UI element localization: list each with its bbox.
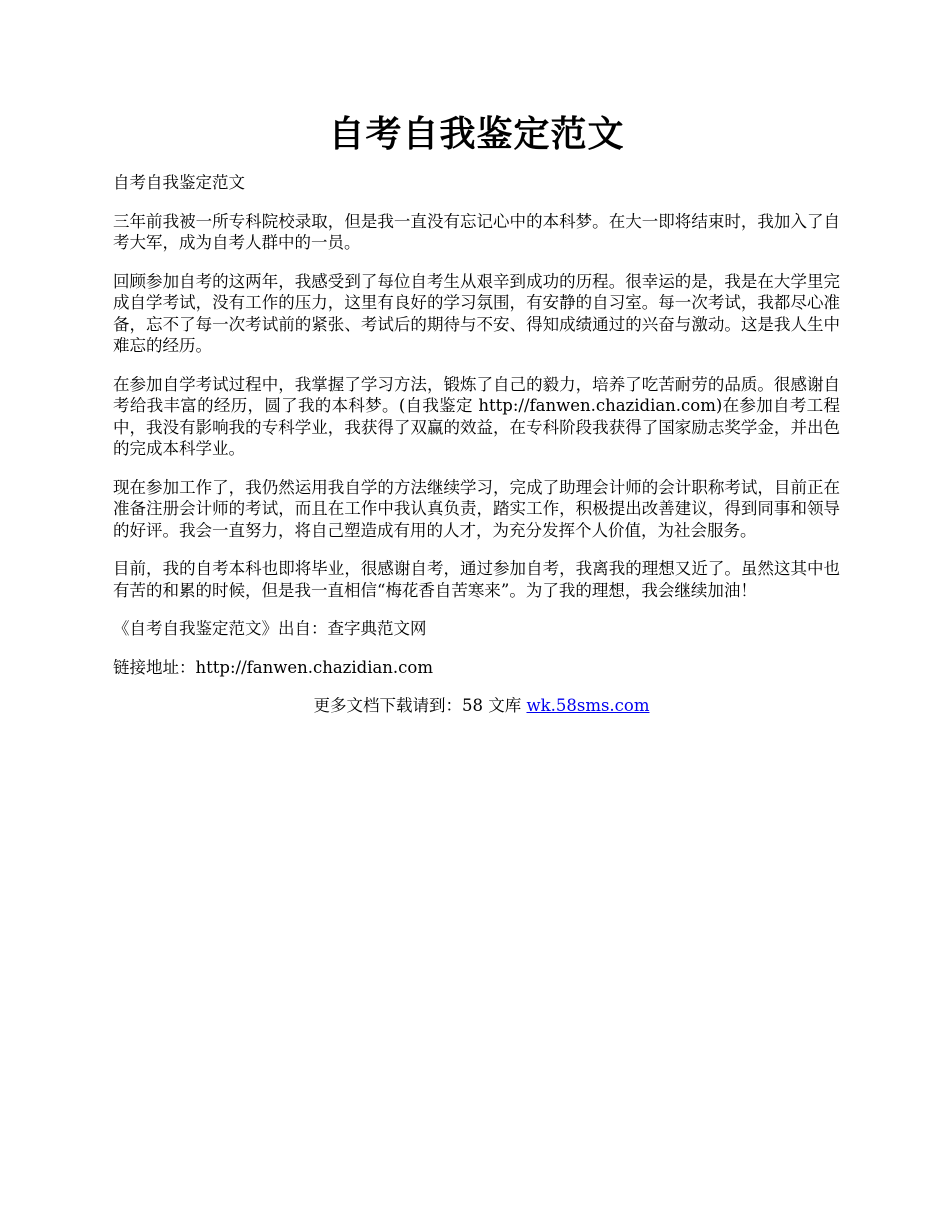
document-subtitle: 自考自我鉴定范文 xyxy=(113,173,245,192)
document-title: 自考自我鉴定范文 xyxy=(328,113,625,155)
link-line: 链接地址：http://fanwen.chazidian.com xyxy=(113,657,434,677)
paragraph-5: 目前，我的自考本科也即将毕业，很感谢自考，通过参加自考，我离我的理想又近了。虽然这其中也有苦的和累的时候，但是我一直相信“梅花香自苦寒来”。为了我的理想，我会继续加油！ xyxy=(113,559,840,600)
footer-prefix: 更多文档下载请到：58 文库 xyxy=(313,696,527,715)
source-line: 《自考自我鉴定范文》出自：查字典范文网 xyxy=(113,619,427,638)
paragraph-2: 回顾参加自考的这两年，我感受到了每位自考生从艰辛到成功的历程。很幸运的是，我是在大学里完成自学考试，没有工作的压力，这里有良好的学习氛围，有安静的自习室。每一次考试，我都尽心准备，忘不了每一次考试前的紧张、考试后的期待与不安、得知成绩通过的兴奋与激动。这是我人生中难忘的经历。 xyxy=(113,271,840,355)
paragraph-1: 三年前我被一所专科院校录取，但是我一直没有忘记心中的本科梦。在大一即将结束时，我加入了自考大军，成为自考人群中的一员。 xyxy=(113,211,840,252)
download-footer xyxy=(113,695,840,717)
footer-download-link[interactable]: wk.58sms.com xyxy=(526,696,650,715)
paragraph-3: 在参加自学考试过程中，我掌握了学习方法，锻炼了自己的毅力，培养了吃苦耐劳的品质。很感谢自考给我丰富的经历，圆了我的本科梦。(自我鉴定 http://fanwen.chazidian.com)在参加自考工程中，我没有影响我的专科学业，我获得了双赢的效益，在专科阶段我获得了国家励志奖学金，并出色的完成本科学业。 xyxy=(113,374,840,458)
paragraph-4: 现在参加工作了，我仍然运用我自学的方法继续学习，完成了助理会计师的会计职称考试，目前正在准备注册会计师的考试，而且在工作中我认真负责，踏实工作，积极提出改善建议，得到同事和领导的好评。我会一直努力，将自己塑造成有用的人才，为充分发挥个人价值，为社会服务。 xyxy=(113,477,840,540)
